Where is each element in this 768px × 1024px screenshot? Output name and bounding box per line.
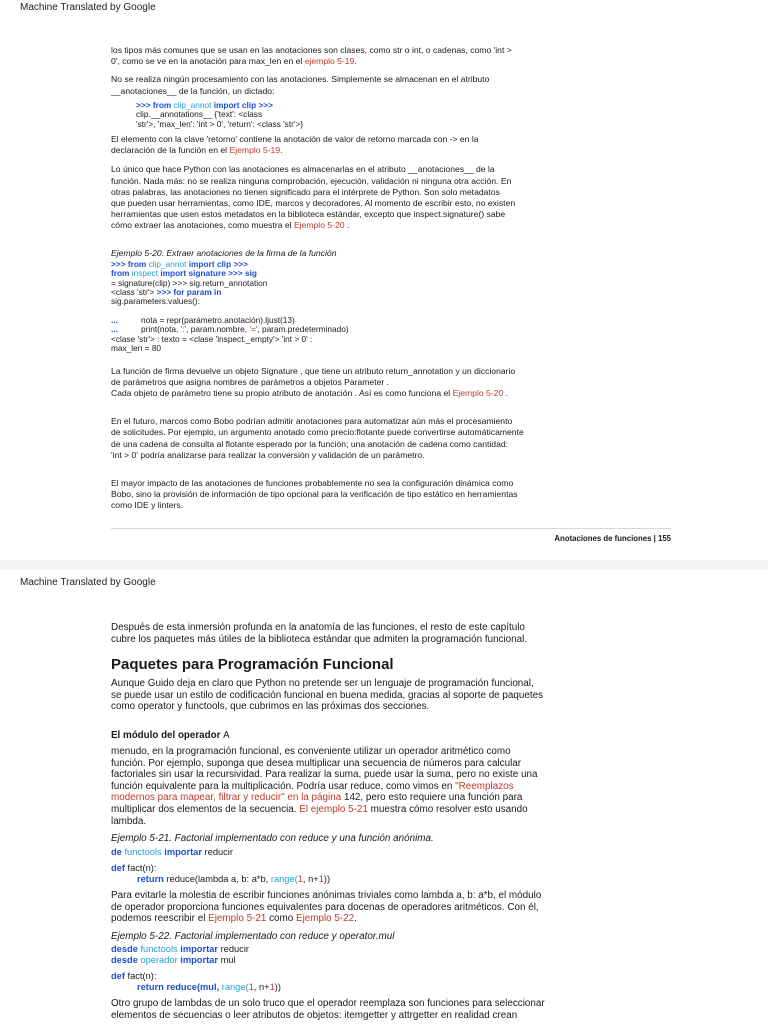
code-block: >>> from clip_annot import clip >>> clip.__annotations__ {'text': <class 'str'>, 'max_len': 'int > 0', 'return': <class 'str'>} <box>136 99 304 129</box>
paragraph: los tipos más comunes que se usan en las anotaciones son clases, como str o int, o cadenas, como 'int > 0', como se ve en la anotación para max_len en el ejemplo 5-19. <box>111 45 512 67</box>
paragraph: menudo, en la programación funcional, es conveniente utilizar un operador aritmético como función. Por ejemplo, suponga que desea multiplicar una secuencia de números para calcular factoriales sin usar la recursividad. Para realizar la suma, puede usar la suma, pero no existe una función equivalente para la multiplicación. Podría usar reduce, como vimos en "Reemplazos modernos para mapear, filtrar y reducir" en la página 142, pero esto requiere una función para multiplicar dos elementos de la secuencia. El ejemplo 5-21 muestra cómo resolver esto usando lambda. <box>111 745 538 827</box>
paragraph: El elemento con la clave 'retorno' contiene la anotación de valor de retorno marcada con -> en la declaración de la función en el Ejemplo 5-19. <box>111 134 479 156</box>
paragraph: El mayor impacto de las anotaciones de funciones probablemente no sea la configuración dinámica como Bobo, sino la provisión de información de tipo opcional para la verificación de tipo estático en herramientas como IDE y linters. <box>111 477 518 511</box>
example-caption: Ejemplo 5-21. Factorial implementado con reduce y una función anónima. <box>111 833 434 845</box>
paragraph: Para evitarle la molestia de escribir funciones anónimas triviales como lambda a, b: a*b, el módulo de operador proporciona funciones equivalentes para docenas de operadores aritméticos. Con él, podemos reescribir el Ejemplo 5-21 como Ejemplo 5-22. <box>111 889 542 925</box>
paragraph: Otro grupo de lambdas de un solo truco que el operador reemplaza son funciones para seleccionar elementos de secuencias o leer atributos de objetos: itemgetter y attrgetter en realidad crean <box>111 997 545 1021</box>
code-block: de functools importar reducir def fact(n): return reduce(lambda a, b: a*b, range(1, n+1)) <box>111 846 331 884</box>
paragraph: La función de firma devuelve un objeto Signature , que tiene un atributo return_annotation y un diccionario de parámetros que asigna nombres de parámetros a objetos Parameter . Cada objeto de parámetro tiene su propio atributo de anotación . Así es como funciona el Ejemplo 5-20 . <box>111 365 516 398</box>
machine-translated-label: Machine Translated by Google <box>20 2 156 13</box>
paragraph: En el futuro, marcos como Bobo podrían admitir anotaciones para automatizar aún más el procesamiento de solicitudes. Por ejemplo, un argumento anotado como precio:flotante puede convertirse automáticamente de una cadena de consulta al flotante esperado por la función; una anotación de cadena como cantidad: 'int > 0' podría analizarse para realizar la conversión y validación de un parámetro. <box>111 416 524 460</box>
page-number-footer: Anotaciones de funciones | 155 <box>554 534 671 543</box>
cross-ref-link[interactable]: El ejemplo 5-21 <box>299 803 368 815</box>
cross-ref-link[interactable]: Ejemplo 5-20 <box>293 220 345 231</box>
paragraph: Lo único que hace Python con las anotaciones es almacenarlas en el atributo __anotaciones__ de la función. Nada más: no se realiza ninguna comprobación, ejecución, validación ni ninguna otra acción. En otras palabras, las anotaciones no tienen significado para el intérprete de Python. Son solo metadatos que pueden usar herramientas, como IDE, marcos y decoradores. Al momento de escribir esto, no existen herramientas que usen estos metadatos en la biblioteca estándar, excepto que inspect.signature() sabe cómo extraer las anotaciones, como muestra el Ejemplo 5-20 . <box>111 164 516 231</box>
cross-ref-link[interactable]: "Reemplazos <box>455 780 514 792</box>
code-block: desde functools importar reducir desde operador importar mul def fact(n): return reduce(mul, range(1, n+1)) <box>111 944 281 992</box>
example-caption: Ejemplo 5-22. Factorial implementado con reduce y operator.mul <box>111 930 395 942</box>
cross-ref-link[interactable]: Ejemplo 5-21 <box>208 913 267 925</box>
cross-ref-link[interactable]: Ejemplo 5-19 <box>229 145 281 156</box>
example-caption: Ejemplo 5-20. Extraer anotaciones de la firma de la función <box>111 247 337 258</box>
section-heading: Paquetes para Programación Funcional <box>111 656 394 674</box>
code-block: >>> from clip_annot import clip >>> from inspect import signature >>> sig = signature(clip) >>> sig.return_annotation <class 'str'> >>> for param in sig.parameters.values(): ... nota = repr(parámetro.anotación).ljust(13) ... print(nota, ':', param.nombre, '=', param.predeterminado) <clase 'str'> : texto = <clase 'inspect._empty'> 'int > 0' : max_len = 80 <box>111 258 349 354</box>
page-2-content <box>111 622 671 1021</box>
cross-ref-link[interactable]: modernos para mapear, filtrar y reducir" en la página <box>111 792 342 804</box>
page-1-content <box>111 45 671 512</box>
subsection-heading: El módulo del operador A <box>111 729 230 741</box>
paragraph: No se realiza ningún procesamiento con las anotaciones. Simplemente se almacenan en el atributo __anotaciones__ de la función, un dictado: <box>111 74 490 96</box>
document-page-2 <box>0 570 768 1024</box>
cross-ref-link[interactable]: ejemplo 5-19 <box>304 56 355 67</box>
page-footer <box>111 528 671 543</box>
paragraph: Después de esta inmersión profunda en la anatomía de las funciones, el resto de este capítulo cubre los paquetes más útiles de la biblioteca estándar que admiten la programación funcional. <box>111 622 528 645</box>
cross-ref-link[interactable]: Ejemplo 5-22 <box>295 913 355 925</box>
machine-translated-label: Machine Translated by Google <box>20 577 156 588</box>
cross-ref-link[interactable]: Ejemplo 5-20 <box>452 387 504 398</box>
paragraph: Aunque Guido deja en claro que Python no pretende ser un lenguaje de programación funcional, se puede usar un estilo de codificación funcional en buena medida, gracias al soporte de paquetes como operator y functools, que cubrimos en las próximas dos secciones. <box>111 678 544 713</box>
